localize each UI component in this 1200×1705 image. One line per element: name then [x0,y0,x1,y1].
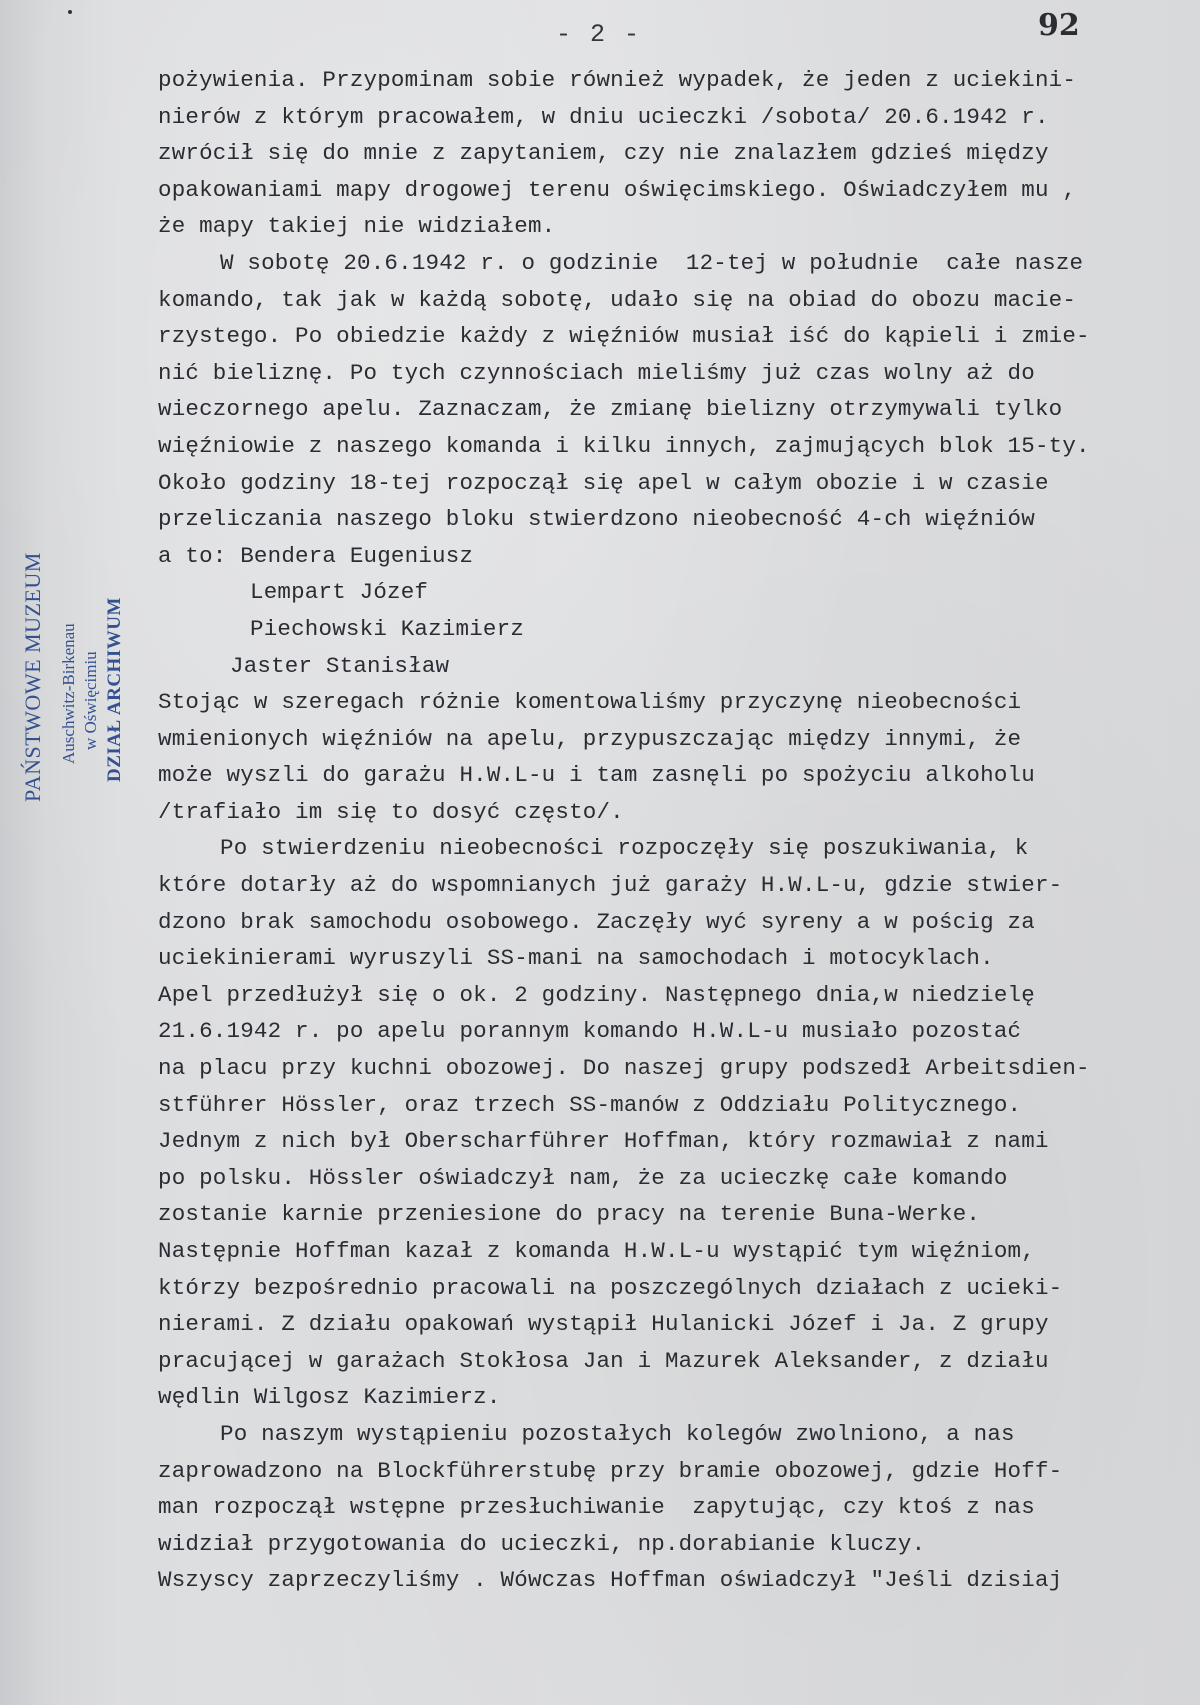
text-line: uciekinierami wyruszyli SS-mani na samochodach i motocyklach. [158,945,994,972]
text-line: Apel przedłużył się o ok. 2 godziny. Następnego dnia,w niedzielę [158,981,1035,1008]
text-line: więźniowie z naszego komanda i kilku innych, zajmujących blok 15-ty. [158,432,1090,459]
name-list-item: Jaster Stanisław [230,652,450,679]
text-line: zwrócił się do mnie z zapytaniem, czy nie znalazłem gdzieś między [158,140,1049,167]
ink-dot [68,10,72,14]
text-line: zostanie karnie przeniesione do pracy na terenie Buna-Werke. [158,1201,981,1228]
text-line: opakowaniami mapy drogowej terenu oświęcimskiego. Oświadczyłem mu , [158,176,1077,203]
text-line: którzy bezpośrednio pracowali na poszczególnych działach z ucieki- [158,1274,1063,1301]
stamp-line-museum: PAŃSTWOWE MUZEUM [20,552,45,802]
stamp-line-city: w Oświęcimiu [81,651,100,750]
text-line: nić bieliznę. Po tych czynnościach mieliśmy już czas wolny aż do [158,359,1035,386]
text-line: zaprowadzono na Blockführerstubę przy bramie obozowej, gdzie Hoff- [158,1457,1063,1484]
text-line: dzono brak samochodu osobowego. Zaczęły wyć syreny a w pościg za [158,908,1035,935]
text-line: nierami. Z działu opakowań wystąpił Hulanicki Józef i Ja. Z grupy [158,1311,1049,1338]
archive-folio-number: 92 [1038,8,1080,43]
text-line: wmienionych więźniów na apelu, przypuszczając między innymi, że [158,725,1022,752]
text-line: rzystego. Po obiedzie każdy z więźniów musiał iść do kąpieli i zmie- [158,323,1090,350]
text-line: może wyszli do garażu H.W.L-u i tam zasnęli po spożyciu alkoholu [158,762,1035,789]
text-line: po polsku. Hössler oświadczył nam, że za ucieczkę całe komando [158,1164,1008,1191]
archive-stamp [18,540,128,800]
text-line: pracującej w garażach Stokłosa Jan i Mazurek Aleksander, z działu [158,1347,1049,1374]
name-list-item: Piechowski Kazimierz [250,615,525,642]
stamp-line-location: Auschwitz-Birkenau [59,623,78,764]
text-line: wieczornego apelu. Zaznaczam, że zmianę bielizny otrzymywali tylko [158,396,1063,423]
text-line: Jednym z nich był Oberscharführer Hoffman, który rozmawiał z nami [158,1128,1049,1155]
text-line: Wszyscy zaprzeczyliśmy . Wówczas Hoffman oświadczył "Jeśli dzisiaj [158,1567,1063,1594]
text-line: przeliczania naszego bloku stwierdzono nieobecność 4-ch więźniów [158,506,1035,533]
text-line: W sobotę 20.6.1942 r. o godzinie 12-tej w południe całe nasze [220,249,1084,276]
text-line: Po stwierdzeniu nieobecności rozpoczęły się poszukiwania, k [220,835,1029,862]
text-line: /trafiało im się to dosyć często/. [158,798,624,825]
text-line: nierów z którym pracowałem, w dniu ucieczki /sobota/ 20.6.1942 r. [158,103,1049,130]
typed-testimony-text [158,62,1198,1599]
text-line: Stojąc w szeregach różnie komentowaliśmy przyczynę nieobecności [158,689,1022,716]
text-line: a to: Bendera Eugeniusz [158,542,474,569]
text-line: Następnie Hoffman kazał z komanda H.W.L-u wystąpić tym więźniom, [158,1238,1035,1264]
name-list-item: Lempart Józef [250,579,429,606]
page-number: - 2 - [556,20,642,49]
text-line: widział przygotowania do ucieczki, np.dorabianie kluczy. [158,1530,926,1557]
text-line: pożywienia. Przypominam sobie również wypadek, że jeden z uciekini- [158,67,1077,93]
text-line: man rozpoczął wstępne przesłuchiwanie zapytując, czy ktoś z nas [158,1494,1035,1521]
text-line: stführer Hössler, oraz trzech SS-manów z Oddziału Politycznego. [158,1091,1022,1118]
text-line: Około godziny 18-tej rozpoczął się apel w całym obozie i w czasie [158,469,1049,496]
text-line: 21.6.1942 r. po apelu porannym komando H.W.L-u musiało pozostać [158,1018,1022,1045]
text-line: na placu przy kuchni obozowej. Do naszej grupy podszedł Arbeitsdien- [158,1055,1090,1082]
stamp-line-department: DZIAŁ ARCHIWUM [104,597,125,782]
text-line: Po naszym wystąpieniu pozostałych kolegów zwolniono, a nas [220,1420,1015,1447]
text-line: komando, tak jak w każdą sobotę, udało się na obiad do obozu macie- [158,286,1077,313]
text-line: które dotarły aż do wspomnianych już garaży H.W.L-u, gdzie stwier- [158,872,1063,899]
text-line: wędlin Wilgosz Kazimierz. [158,1384,501,1411]
text-line: że mapy takiej nie widziałem. [158,213,556,240]
